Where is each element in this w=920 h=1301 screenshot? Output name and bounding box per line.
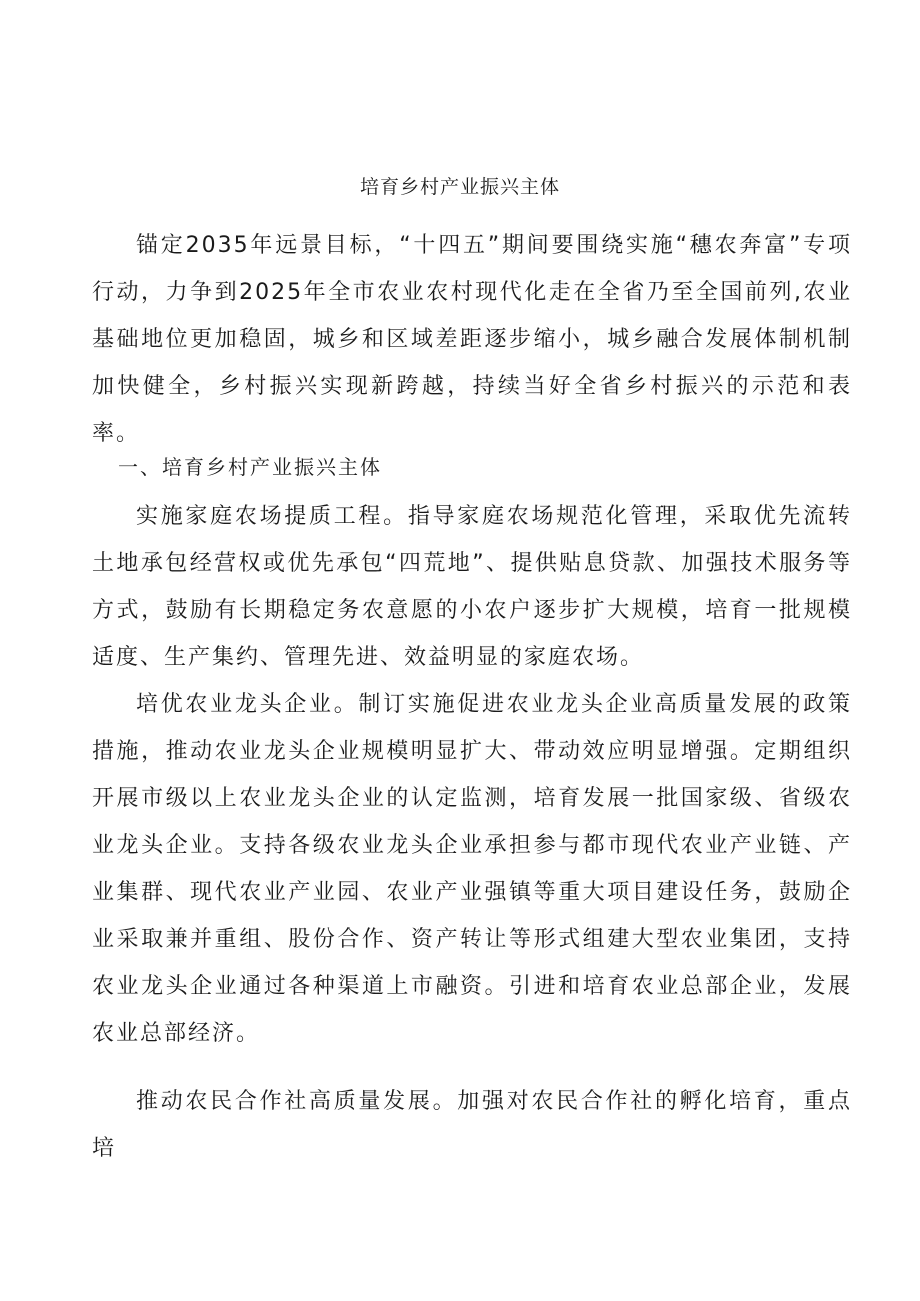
intro-paragraph: 锚定2035年远景目标，“十四五”期间要围绕实施“穗农奔富”专项行动，力争到2025年全市农业农村现代化走在全省乃至全国前列,农业基础地位更加稳固，城乡和区域差距逐步缩小，城乡融合发展体制机制加快健全，乡村振兴实现新跨越，持续当好全省乡村振兴的示范和表率。 xyxy=(92,233,852,446)
paragraph-family-farm: 实施家庭农场提质工程。指导家庭农场规范化管理，采取优先流转土地承包经营权或优先承包“四荒地”、提供贴息贷款、加强技术服务等方式，鼓励有长期稳定务农意愿的小农户逐步扩大规模，培育一批规模适度、生产集约、管理先进、效益明显的家庭农场。 xyxy=(92,504,852,670)
paragraph-leading-enterprises: 培优农业龙头企业。制订实施促进农业龙头企业高质量发展的政策措施，推动农业龙头企业规模明显扩大、带动效应明显增强。定期组织开展市级以上农业龙头企业的认定监测，培育发展一批国家级、省级农业龙头企业。支持各级农业龙头企业承担参与都市现代农业产业链、产业集群、现代农业产业园、农业产业强镇等重大项目建设任务，鼓励企业采取兼并重组、股份合作、资产转让等形式组建大型农业集团，支持农业龙头企业通过各种渠道上市融资。引进和培育农业总部企业，发展农业总部经济。 xyxy=(92,692,852,1046)
document-title: 培育乡村产业振兴主体 xyxy=(359,176,560,198)
section-heading: 一、培育乡村产业振兴主体 xyxy=(118,455,382,479)
paragraph-cooperatives: 推动农民合作社高质量发展。加强对农民合作社的孵化培育，重点培 xyxy=(92,1089,852,1161)
